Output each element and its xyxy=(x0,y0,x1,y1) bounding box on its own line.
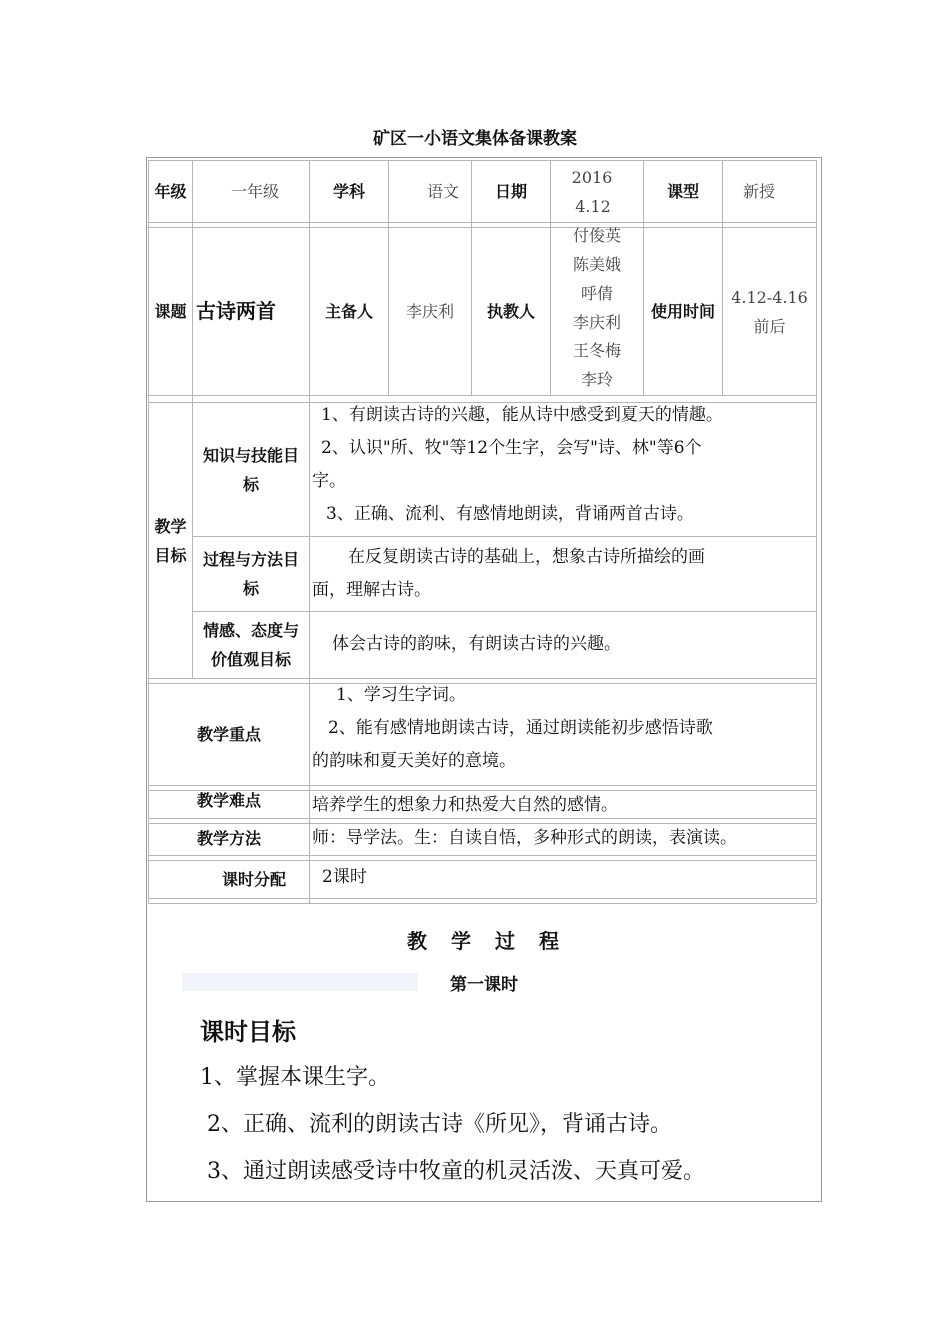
process-line-1: 在反复朗读古诗的基础上，想象古诗所描绘的画 xyxy=(348,547,705,567)
emotion-label-line-1: 情感、态度与 xyxy=(202,621,299,640)
process-method-label xyxy=(193,537,309,611)
topic-label: 课题 xyxy=(154,302,187,321)
date-line-2: 4.12 xyxy=(575,196,611,216)
usage-time-line-1: 4.12-4.16 xyxy=(731,287,808,307)
document-title: 矿区一小语文集体备课教案 xyxy=(373,129,577,149)
knowledge-item: 字。 xyxy=(312,471,346,491)
emotion-values-label xyxy=(193,612,309,678)
subject-value: 语文 xyxy=(426,182,459,201)
date-line-1: 2016 xyxy=(571,167,613,187)
key-point-line: 1、学习生字词。 xyxy=(336,685,466,705)
method-label: 教学方法 xyxy=(196,828,261,848)
knowledge-label-line-1: 知识与技能目 xyxy=(202,445,299,465)
date-value xyxy=(551,161,643,222)
session-goal-item: 2、正确、流利的朗读古诗《所见》，背诵古诗。 xyxy=(207,1112,672,1137)
difficulty-text: 培养学生的想象力和热爱大自然的感情。 xyxy=(312,795,618,815)
usage-time-label: 使用时间 xyxy=(650,302,715,321)
process-heading: 教 学 过 程 xyxy=(407,929,561,953)
objectives-label-line-2: 目标 xyxy=(154,545,187,565)
objectives-label-line-1: 教学 xyxy=(154,516,187,536)
knowledge-item: 1、有朗读古诗的兴趣，能从诗中感受到夏天的情趣。 xyxy=(321,405,723,425)
teacher-name: 陈美娥 xyxy=(572,255,621,275)
objectives-label xyxy=(149,403,192,678)
grade-label: 年级 xyxy=(154,182,187,201)
emotion-values-text: 体会古诗的韵味，有朗读古诗的兴趣。 xyxy=(332,634,621,654)
process-label-line-1: 过程与方法目 xyxy=(202,550,299,569)
process-label-line-2: 标 xyxy=(242,579,259,598)
date-label: 日期 xyxy=(494,182,527,201)
hours-label: 课时分配 xyxy=(221,870,286,889)
knowledge-item: 2、认识"所、牧"等12个生字，会写"诗、林"等6个 xyxy=(321,438,702,458)
key-points-text xyxy=(312,679,820,778)
key-points-label: 教学重点 xyxy=(196,725,261,744)
session-goal-item: 3、通过朗读感受诗中牧童的机灵活泼、天真可爱。 xyxy=(207,1159,705,1184)
type-label: 课型 xyxy=(666,182,699,201)
teacher-name: 王冬梅 xyxy=(572,341,621,361)
session-goal-item: 1、掌握本课生字。 xyxy=(200,1065,390,1090)
topic-value: 古诗两首 xyxy=(196,299,276,323)
grade-value: 一年级 xyxy=(231,182,280,201)
teachers-label: 执教人 xyxy=(486,302,535,321)
session-heading: 第一课时 xyxy=(450,975,518,995)
knowledge-item: 3、正确、流利、有感情地朗读，背诵两首古诗。 xyxy=(326,504,694,524)
hours-text: 2课时 xyxy=(322,867,367,887)
difficulty-label: 教学难点 xyxy=(196,790,261,810)
knowledge-label-line-2: 标 xyxy=(242,474,259,494)
lead-teacher-label: 主备人 xyxy=(324,302,373,321)
teacher-name: 李玲 xyxy=(580,369,613,389)
method-text: 师：导学法。生：自读自悟，多种形式的朗读，表演读。 xyxy=(312,828,737,848)
usage-time-value xyxy=(723,228,816,395)
emotion-label-line-2: 价值观目标 xyxy=(210,650,291,669)
usage-time-line-2: 前后 xyxy=(753,316,786,336)
teacher-name: 付俊英 xyxy=(572,226,621,246)
knowledge-skill-label xyxy=(193,403,309,536)
key-point-line: 的韵味和夏天美好的意境。 xyxy=(312,751,516,771)
teacher-name: 李庆利 xyxy=(572,312,621,332)
teacher-name: 呼倩 xyxy=(580,283,613,303)
process-method-text xyxy=(312,541,820,607)
process-line-2: 面，理解古诗。 xyxy=(312,580,431,600)
knowledge-skill-text xyxy=(312,399,820,531)
teachers-list xyxy=(551,222,643,395)
key-point-line: 2、能有感情地朗读古诗，通过朗读能初步感悟诗歌 xyxy=(328,718,713,738)
session-goals-heading: 课时目标 xyxy=(200,1018,296,1046)
lead-teacher-value: 李庆利 xyxy=(405,302,454,321)
subject-label: 学科 xyxy=(332,182,365,201)
type-value: 新授 xyxy=(743,182,776,201)
